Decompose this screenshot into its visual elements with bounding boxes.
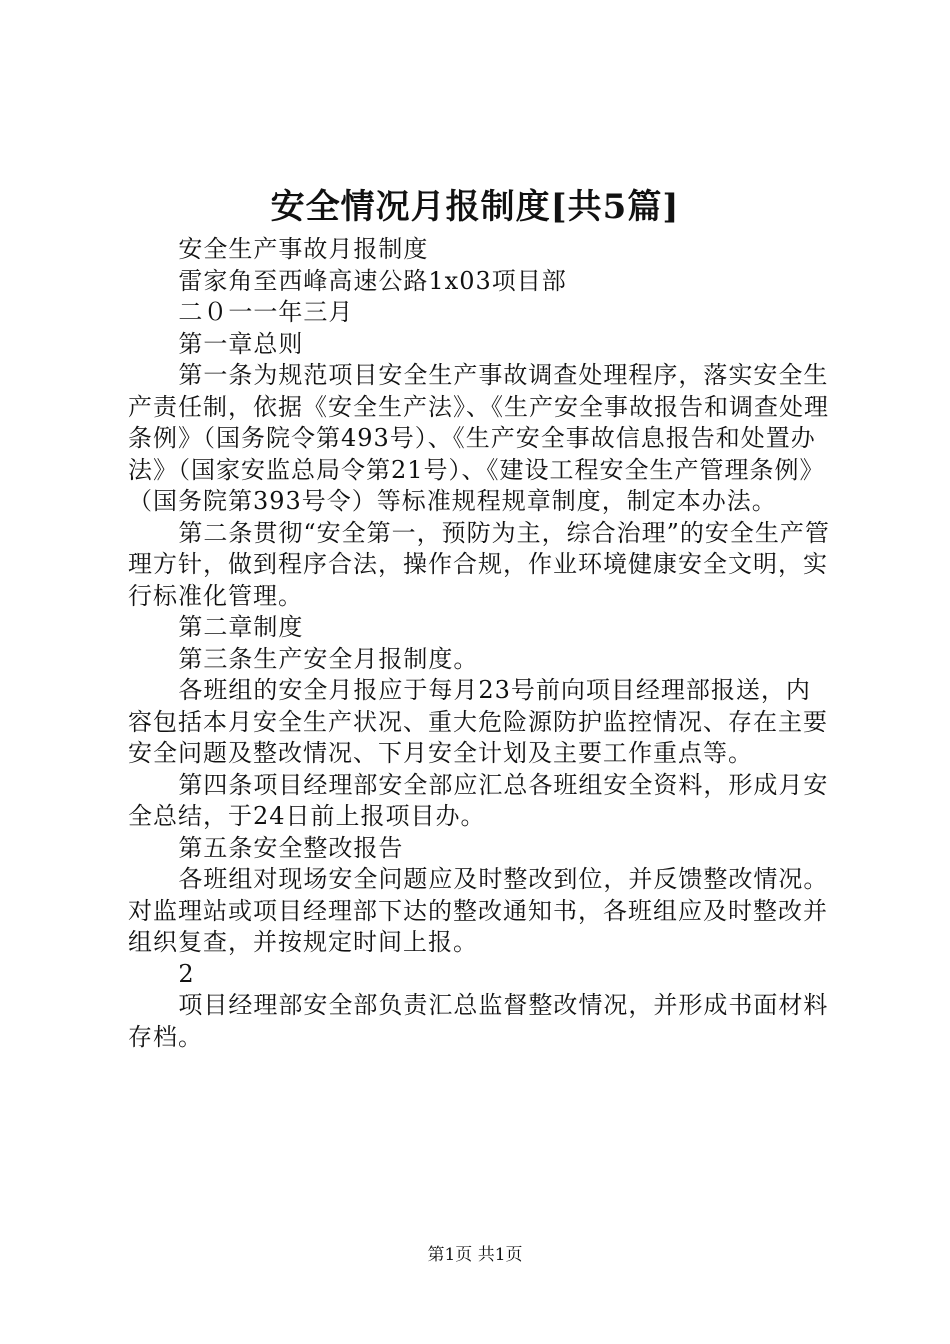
paragraph: 项目经理部安全部负责汇总监督整改情况，并形成书面材料存档。 (128, 991, 829, 1051)
chapter-heading: 第一章总则 (178, 329, 304, 358)
paragraph: 安全生产事故月报制度 (178, 235, 429, 263)
paragraph: 第一条为规范项目安全生产事故调查处理程序，落实安全生产责任制，依据《安全生产法》、《生产安全事故报告和调查处理条例》（国务院令第493号）、《生产安全事故信息报告和处置办法》（国家安监总局令第21号）、《建设工程安全生产管理条例》（国务院第393号令）等标准规程规章制度，制定本办法。 (128, 361, 829, 515)
page-footer: 第1页 共1页 (427, 1245, 523, 1265)
paragraph: 各班组的安全月报应于每月23号前向项目经理部报送，内容包括本月安全生产状况、重大危险源防护监控情况、存在主要安全问题及整改情况、下月安全计划及主要工作重点等。 (128, 676, 828, 767)
paragraph: 第三条生产安全月报制度。 (178, 644, 479, 673)
page-number-inline: 2 (178, 959, 195, 988)
document-body (128, 234, 834, 1053)
paragraph: 第四条项目经理部安全部应汇总各班组安全资料，形成月安全总结，于24日前上报项目办。 (128, 770, 829, 830)
paragraph: 各班组对现场安全问题应及时整改到位，并反馈整改情况。对监理站或项目经理部下达的整改通知书，各班组应及时整改并组织复查，并按规定时间上报。 (128, 865, 829, 956)
document-title: 安全情况月报制度[共5篇] (270, 187, 680, 227)
paragraph: 第二条贯彻“安全第一，预防为主，综合治理”的安全生产管理方针，做到程序合法，操作合规，作业环境健康安全文明，实行标准化管理。 (128, 518, 830, 610)
paragraph: 第五条安全整改报告 (178, 833, 404, 862)
chapter-heading: 第二章制度 (178, 613, 304, 641)
paragraph: 雷家角至西峰高速公路1x03项目部 (178, 266, 567, 295)
paragraph: 二０一一年三月 (178, 298, 354, 326)
